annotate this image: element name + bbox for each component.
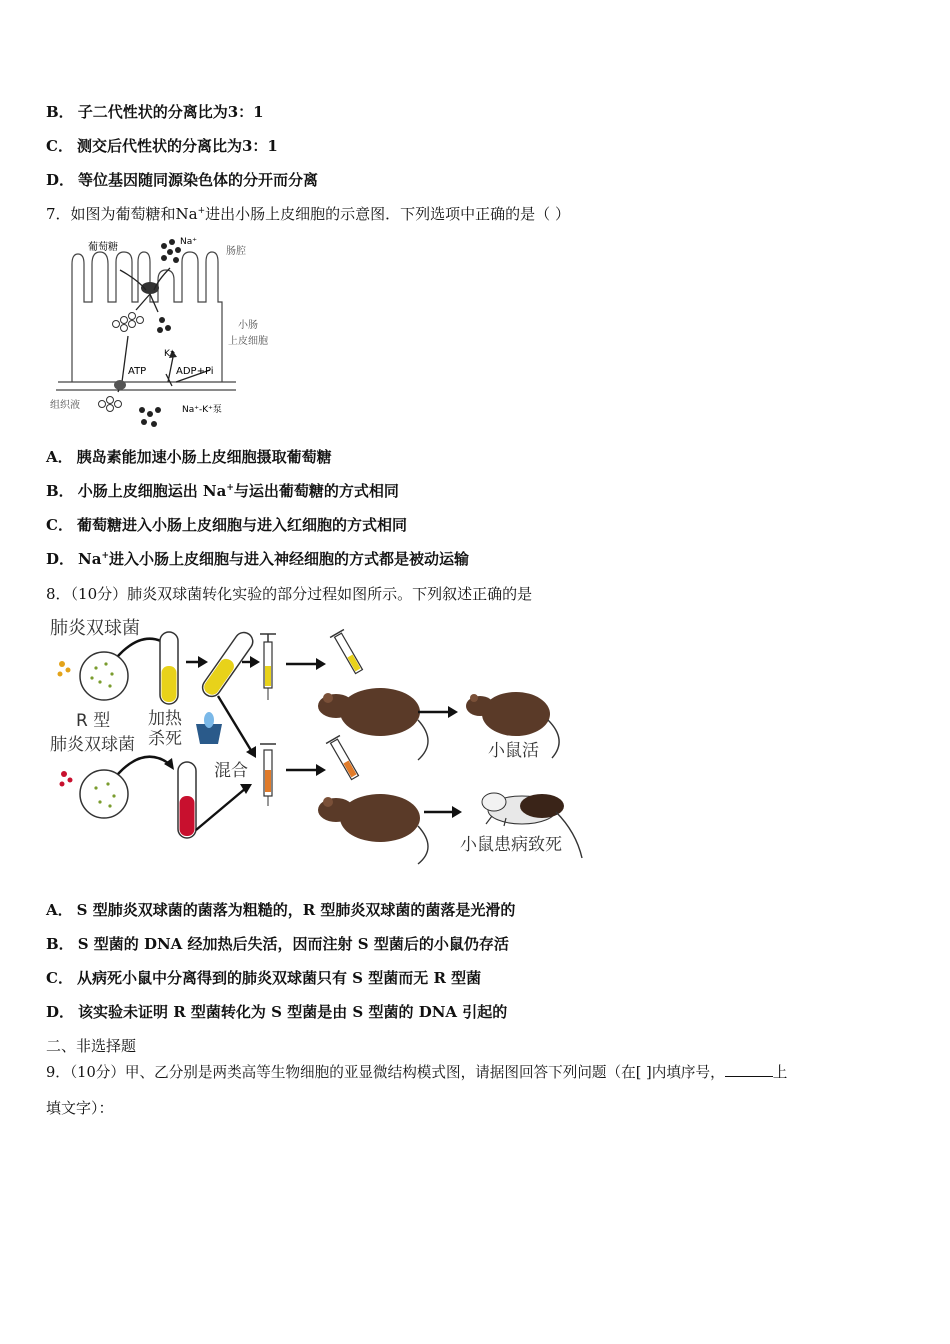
label-mouse-dead: 小鼠患病致死 (460, 835, 562, 855)
label-atp: ATP (128, 366, 147, 377)
label-glucose: 葡萄糖 (88, 242, 118, 253)
label-lumen: 肠腔 (226, 246, 246, 257)
label-heat-2: 杀死 (148, 729, 182, 749)
label-adp: ADP+Pi (176, 366, 214, 377)
syringe-top-icon (260, 634, 276, 700)
label-cell-1: 小肠 (238, 320, 258, 331)
q8-option-b: B． S 型菌的 DNA 经加热后失活，因而注射 S 型菌后的小鼠仍存活 (46, 935, 509, 953)
label-pump: Na⁺-K⁺泵 (182, 405, 222, 415)
petri-dish-s (80, 652, 128, 700)
q7-option-a: A． 胰岛素能加速小肠上皮细胞摄取葡萄糖 (46, 448, 332, 466)
label-k: K⁺ (164, 349, 175, 359)
label-na: Na⁺ (180, 237, 197, 247)
syringe-bottom-icon (260, 744, 276, 806)
label-mix: 混合 (214, 761, 248, 781)
answer-blank[interactable] (725, 1062, 773, 1077)
q8-option-a: A． S 型肺炎双球菌的菌落为粗糙的，R 型肺炎双球菌的菌落是光滑的 (46, 901, 516, 919)
q6-option-d: D． 等位基因随同源染色体的分开而分离 (46, 171, 319, 189)
label-r-type: R 型 (76, 711, 111, 731)
transformation-experiment-diagram (46, 612, 591, 870)
petri-dish-r (80, 770, 128, 818)
q8-option-c: C． 从病死小鼠中分离得到的肺炎双球菌只有 S 型菌而无 R 型菌 (46, 969, 482, 987)
section-heading: 二、非选择题 (46, 1037, 137, 1055)
label-heat-1: 加热 (148, 709, 182, 729)
q8-stem: 8．（10分）肺炎双球菌转化实验的部分过程如图所示。下列叙述正确的是 (46, 585, 533, 603)
q9-stem: 9．（10分）甲、乙分别是两类高等生物细胞的亚显微结构模式图，请据图回答下列问题（在[ ]内填序号， 上 (46, 1064, 788, 1081)
q6-option-b: B． 子二代性状的分离比为3：1 (46, 103, 264, 121)
label-cell-2: 上皮细胞 (228, 336, 268, 347)
label-r-bacteria: 肺炎双球菌 (50, 735, 135, 755)
q7-option-d: D． Na+进入小肠上皮细胞与进入神经细胞的方式都是被动运输 (46, 550, 470, 568)
q7-option-b: B． 小肠上皮细胞运出 Na+与运出葡萄糖的方式相同 (46, 482, 399, 500)
label-tissue-fluid: 组织液 (50, 400, 80, 411)
intestinal-cell-diagram (46, 232, 286, 432)
q6-option-c: C． 测交后代性状的分离比为3：1 (46, 137, 278, 155)
label-s-bacteria: 肺炎双球菌 (50, 618, 140, 639)
label-mouse-alive: 小鼠活 (488, 741, 539, 761)
q7-option-c: C． 葡萄糖进入小肠上皮细胞与进入红细胞的方式相同 (46, 516, 407, 534)
q8-option-d: D． 该实验未证明 R 型菌转化为 S 型菌是由 S 型菌的 DNA 引起的 (46, 1003, 508, 1021)
q7-stem: 7．如图为葡萄糖和Na+进出小肠上皮细胞的示意图．下列选项中正确的是（ ） (46, 205, 570, 223)
mouse-injected-bottom-icon (318, 794, 428, 864)
q9-stem-line2: 填文字）： (46, 1099, 114, 1117)
